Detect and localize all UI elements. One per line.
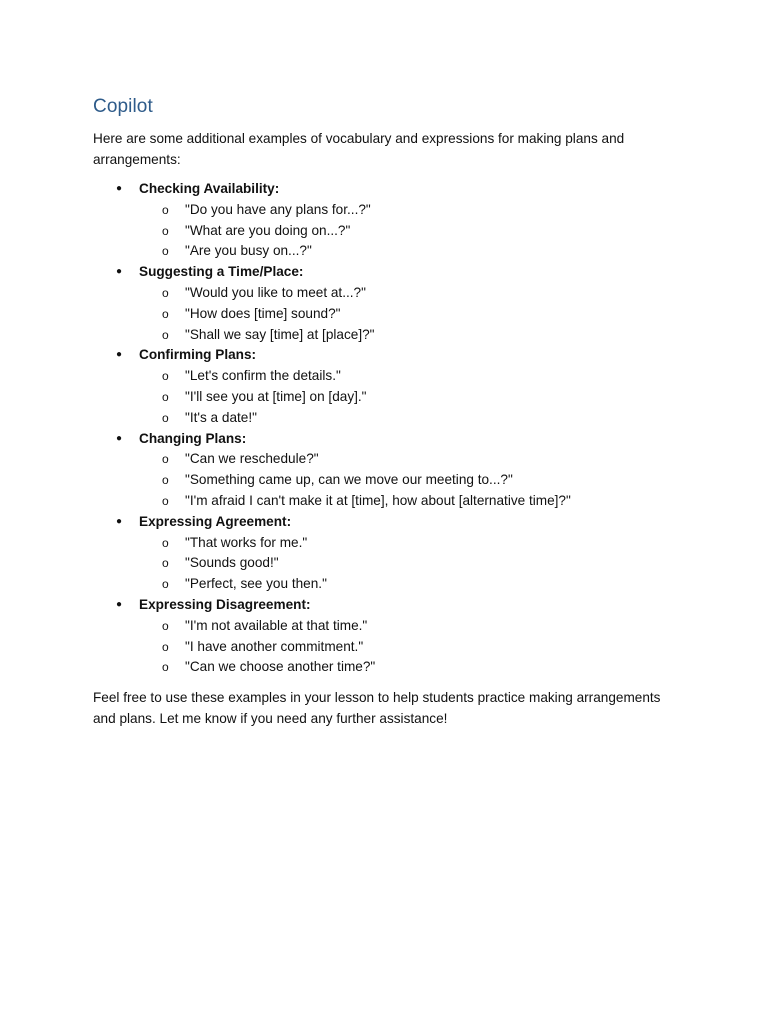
section-title: Suggesting a Time/Place: bbox=[139, 264, 304, 280]
bullet-icon: ● bbox=[116, 598, 123, 610]
list-item bbox=[0, 408, 768, 429]
section-row bbox=[0, 429, 768, 450]
item-text: "Sounds good!" bbox=[185, 555, 279, 571]
sub-bullet-icon: o bbox=[162, 452, 169, 467]
list-item bbox=[0, 533, 768, 554]
item-text: "That works for me." bbox=[185, 534, 308, 550]
sub-bullet-icon: o bbox=[162, 244, 169, 259]
list-item bbox=[0, 283, 768, 304]
section-title: Confirming Plans: bbox=[139, 347, 257, 363]
item-text: "Perfect, see you then." bbox=[185, 576, 327, 592]
item-text: "I have another commitment." bbox=[185, 638, 364, 654]
item-text: "Can we reschedule?" bbox=[185, 451, 319, 467]
list-item bbox=[0, 637, 768, 658]
item-text: "I'll see you at [time] on [day]." bbox=[185, 388, 367, 404]
item-text: "Do you have any plans for...?" bbox=[185, 201, 371, 217]
list-item bbox=[0, 657, 768, 678]
list-item bbox=[0, 470, 768, 491]
item-text: "Something came up, can we move our meeting to...?" bbox=[185, 472, 513, 488]
sub-bullet-icon: o bbox=[162, 369, 169, 384]
list-item bbox=[0, 574, 768, 595]
list-item bbox=[0, 491, 768, 512]
list-item bbox=[0, 325, 768, 346]
item-text: "I'm afraid I can't make it at [time], how about [alternative time]?" bbox=[185, 492, 571, 508]
sub-bullet-icon: o bbox=[162, 389, 169, 404]
sub-bullet-icon: o bbox=[162, 202, 169, 217]
list-item bbox=[0, 366, 768, 387]
item-text: "It's a date!" bbox=[185, 409, 257, 425]
section-row bbox=[0, 262, 768, 283]
section-row bbox=[0, 512, 768, 533]
sub-bullet-icon: o bbox=[162, 223, 169, 238]
vocabulary-list bbox=[0, 179, 768, 678]
list-item bbox=[0, 616, 768, 637]
sub-bullet-icon: o bbox=[162, 618, 169, 633]
document-heading: Copilot bbox=[93, 96, 153, 117]
sub-bullet-icon: o bbox=[162, 410, 169, 425]
section-row bbox=[0, 179, 768, 200]
item-text: "Shall we say [time] at [place]?" bbox=[185, 326, 375, 342]
list-item bbox=[0, 304, 768, 325]
sub-bullet-icon: o bbox=[162, 493, 169, 508]
list-item bbox=[0, 387, 768, 408]
list-item bbox=[0, 241, 768, 262]
sub-bullet-icon: o bbox=[162, 660, 169, 675]
section-row bbox=[0, 345, 768, 366]
sub-bullet-icon: o bbox=[162, 327, 169, 342]
list-item bbox=[0, 553, 768, 574]
bullet-icon: ● bbox=[116, 266, 123, 278]
section-title: Changing Plans: bbox=[139, 430, 247, 446]
bullet-icon: ● bbox=[116, 515, 123, 527]
item-text: "What are you doing on...?" bbox=[185, 222, 351, 238]
section-title: Expressing Agreement: bbox=[139, 513, 292, 529]
bullet-icon: ● bbox=[116, 432, 123, 444]
item-text: "Would you like to meet at...?" bbox=[185, 284, 366, 300]
intro-paragraph: Here are some additional examples of vocabulary and expressions for making plans and arrangements: bbox=[93, 131, 625, 167]
sub-bullet-icon: o bbox=[162, 473, 169, 488]
item-text: "I'm not available at that time." bbox=[185, 617, 368, 633]
section-row bbox=[0, 595, 768, 616]
sub-bullet-icon: o bbox=[162, 285, 169, 300]
closing-paragraph: Feel free to use these examples in your lesson to help students practice making arrangements and plans. Let me know if you need any further assistance! bbox=[93, 690, 661, 726]
item-text: "Can we choose another time?" bbox=[185, 659, 376, 675]
list-item bbox=[0, 449, 768, 470]
sub-bullet-icon: o bbox=[162, 535, 169, 550]
sub-bullet-icon: o bbox=[162, 639, 169, 654]
sub-bullet-icon: o bbox=[162, 306, 169, 321]
item-text: "How does [time] sound?" bbox=[185, 305, 341, 321]
bullet-icon: ● bbox=[116, 349, 123, 361]
item-text: "Are you busy on...?" bbox=[185, 243, 312, 259]
bullet-icon: ● bbox=[116, 183, 123, 194]
item-text: "Let's confirm the details." bbox=[185, 368, 341, 384]
section-title: Checking Availability: bbox=[139, 181, 280, 196]
list-item bbox=[0, 200, 768, 221]
sub-bullet-icon: o bbox=[162, 556, 169, 571]
list-item bbox=[0, 221, 768, 242]
sub-bullet-icon: o bbox=[162, 577, 169, 592]
section-title: Expressing Disagreement: bbox=[139, 596, 311, 612]
